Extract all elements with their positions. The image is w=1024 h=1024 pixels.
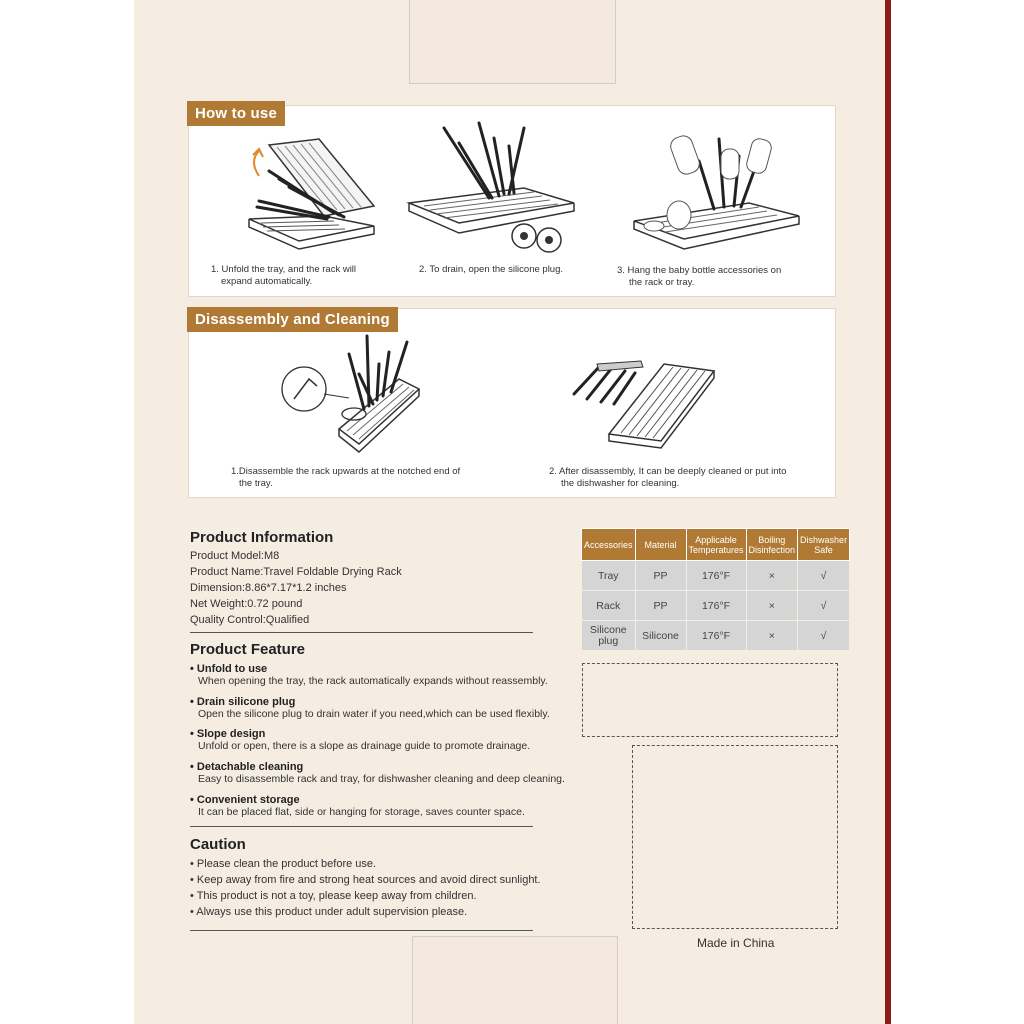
info-model: Product Model:M8	[190, 550, 280, 562]
feature-title-3: • Slope design	[190, 728, 266, 740]
how-to-use-tag: How to use	[187, 101, 285, 126]
hang-bottles-illustration	[629, 131, 804, 261]
spec-cell: ×	[746, 621, 798, 651]
how-step-1-line1: 1. Unfold the tray, and the rack will	[211, 264, 357, 275]
spec-cell: Silicone	[635, 621, 686, 651]
made-in-label: Made in China	[697, 936, 775, 950]
label-area-2	[632, 745, 838, 929]
feature-desc-3: Unfold or open, there is a slope as drainage guide to promote drainage.	[198, 740, 531, 752]
info-dimension: Dimension:8.86*7.17*1.2 inches	[190, 582, 347, 594]
how-step-1	[211, 264, 356, 288]
product-info-title: Product Information	[190, 529, 334, 546]
caution-item-4: • Always use this product under adult supervision please.	[190, 906, 468, 918]
feature-title-5: • Convenient storage	[190, 794, 300, 806]
caution-item-1: • Please clean the product before use.	[190, 858, 377, 870]
dis-step-1-line2: the tray.	[239, 478, 273, 489]
spec-cell: PP	[635, 561, 686, 591]
spec-cell: ×	[746, 591, 798, 621]
spec-cell: √	[798, 591, 850, 621]
dis-step-2-line1: 2. After disassembly, It can be deeply cleaned or put into	[549, 466, 787, 477]
disassembled-parts-illustration	[569, 349, 719, 449]
disassembly-tag: Disassembly and Cleaning	[187, 307, 398, 332]
spec-cell: √	[798, 621, 850, 651]
divider-3	[190, 930, 533, 931]
spec-cell: Tray	[582, 561, 636, 591]
disassemble-rack-illustration	[279, 334, 429, 464]
feature-desc-1: When opening the tray, the rack automatically expands without reassembly.	[198, 675, 548, 687]
table-row	[582, 561, 850, 591]
spec-cell: 176°F	[686, 591, 746, 621]
table-row	[582, 591, 850, 621]
bottom-flap	[412, 936, 618, 1024]
box-edge	[884, 0, 891, 1024]
how-step-1-line2: expand automatically.	[221, 276, 313, 287]
info-name: Product Name:Travel Foldable Drying Rack	[190, 566, 402, 578]
dis-step-1	[231, 466, 460, 490]
spec-cell: √	[798, 561, 850, 591]
how-step-3	[617, 265, 781, 289]
how-step-2-line1: 2. To drain, open the silicone plug.	[419, 264, 564, 275]
spec-header-boiling: Boiling Disinfection	[746, 529, 798, 561]
background-right	[884, 0, 1024, 1024]
caution-item-3: • This product is not a toy, please keep away from children.	[190, 890, 477, 902]
feature-title-4: • Detachable cleaning	[190, 761, 304, 773]
spec-header-accessories: Accessories	[582, 529, 636, 561]
feature-title-1: • Unfold to use	[190, 663, 268, 675]
how-step-3-line2: the rack or tray.	[629, 277, 695, 288]
spec-header-temperature: Applicable Temperatures	[686, 529, 746, 561]
disassembly-panel	[188, 308, 836, 498]
spec-cell: 176°F	[686, 621, 746, 651]
caution-item-2: • Keep away from fire and strong heat sources and avoid direct sunlight.	[190, 874, 541, 886]
how-step-2	[419, 264, 563, 276]
unfold-tray-illustration	[239, 131, 379, 256]
dis-step-2	[549, 466, 786, 490]
background-left	[0, 0, 134, 1024]
feature-title-2: • Drain silicone plug	[190, 696, 296, 708]
divider-2	[190, 826, 533, 827]
top-flap	[409, 0, 616, 84]
drain-plug-illustration	[404, 118, 579, 263]
feature-desc-4: Easy to disassemble rack and tray, for dishwasher cleaning and deep cleaning.	[198, 773, 565, 785]
product-feature-title: Product Feature	[190, 641, 306, 658]
info-weight: Net Weight:0.72 pound	[190, 598, 303, 610]
info-qc: Quality Control:Qualified	[190, 614, 310, 626]
divider-1	[190, 632, 533, 633]
how-to-use-panel	[188, 105, 836, 297]
packaging-panel	[134, 0, 885, 1024]
feature-desc-2: Open the silicone plug to drain water if you need,which can be used flexibly.	[198, 708, 550, 720]
table-row	[582, 621, 850, 651]
spec-cell: Silicone plug	[582, 621, 636, 651]
spec-header-material: Material	[635, 529, 686, 561]
spec-cell: 176°F	[686, 561, 746, 591]
feature-desc-5: It can be placed flat, side or hanging for storage, saves counter space.	[198, 806, 525, 818]
caution-title: Caution	[190, 836, 246, 853]
spec-cell: ×	[746, 561, 798, 591]
label-area-1	[582, 663, 838, 737]
spec-cell: Rack	[582, 591, 636, 621]
spec-cell: PP	[635, 591, 686, 621]
dis-step-1-line1: 1.Disassemble the rack upwards at the notched end of	[231, 466, 461, 477]
spec-table	[581, 528, 850, 651]
spec-header-dishwasher: Dishwasher Safe	[798, 529, 850, 561]
spec-header-row	[582, 529, 850, 561]
how-step-3-line1: 3. Hang the baby bottle accessories on	[617, 265, 782, 276]
dis-step-2-line2: the dishwasher for cleaning.	[561, 478, 680, 489]
